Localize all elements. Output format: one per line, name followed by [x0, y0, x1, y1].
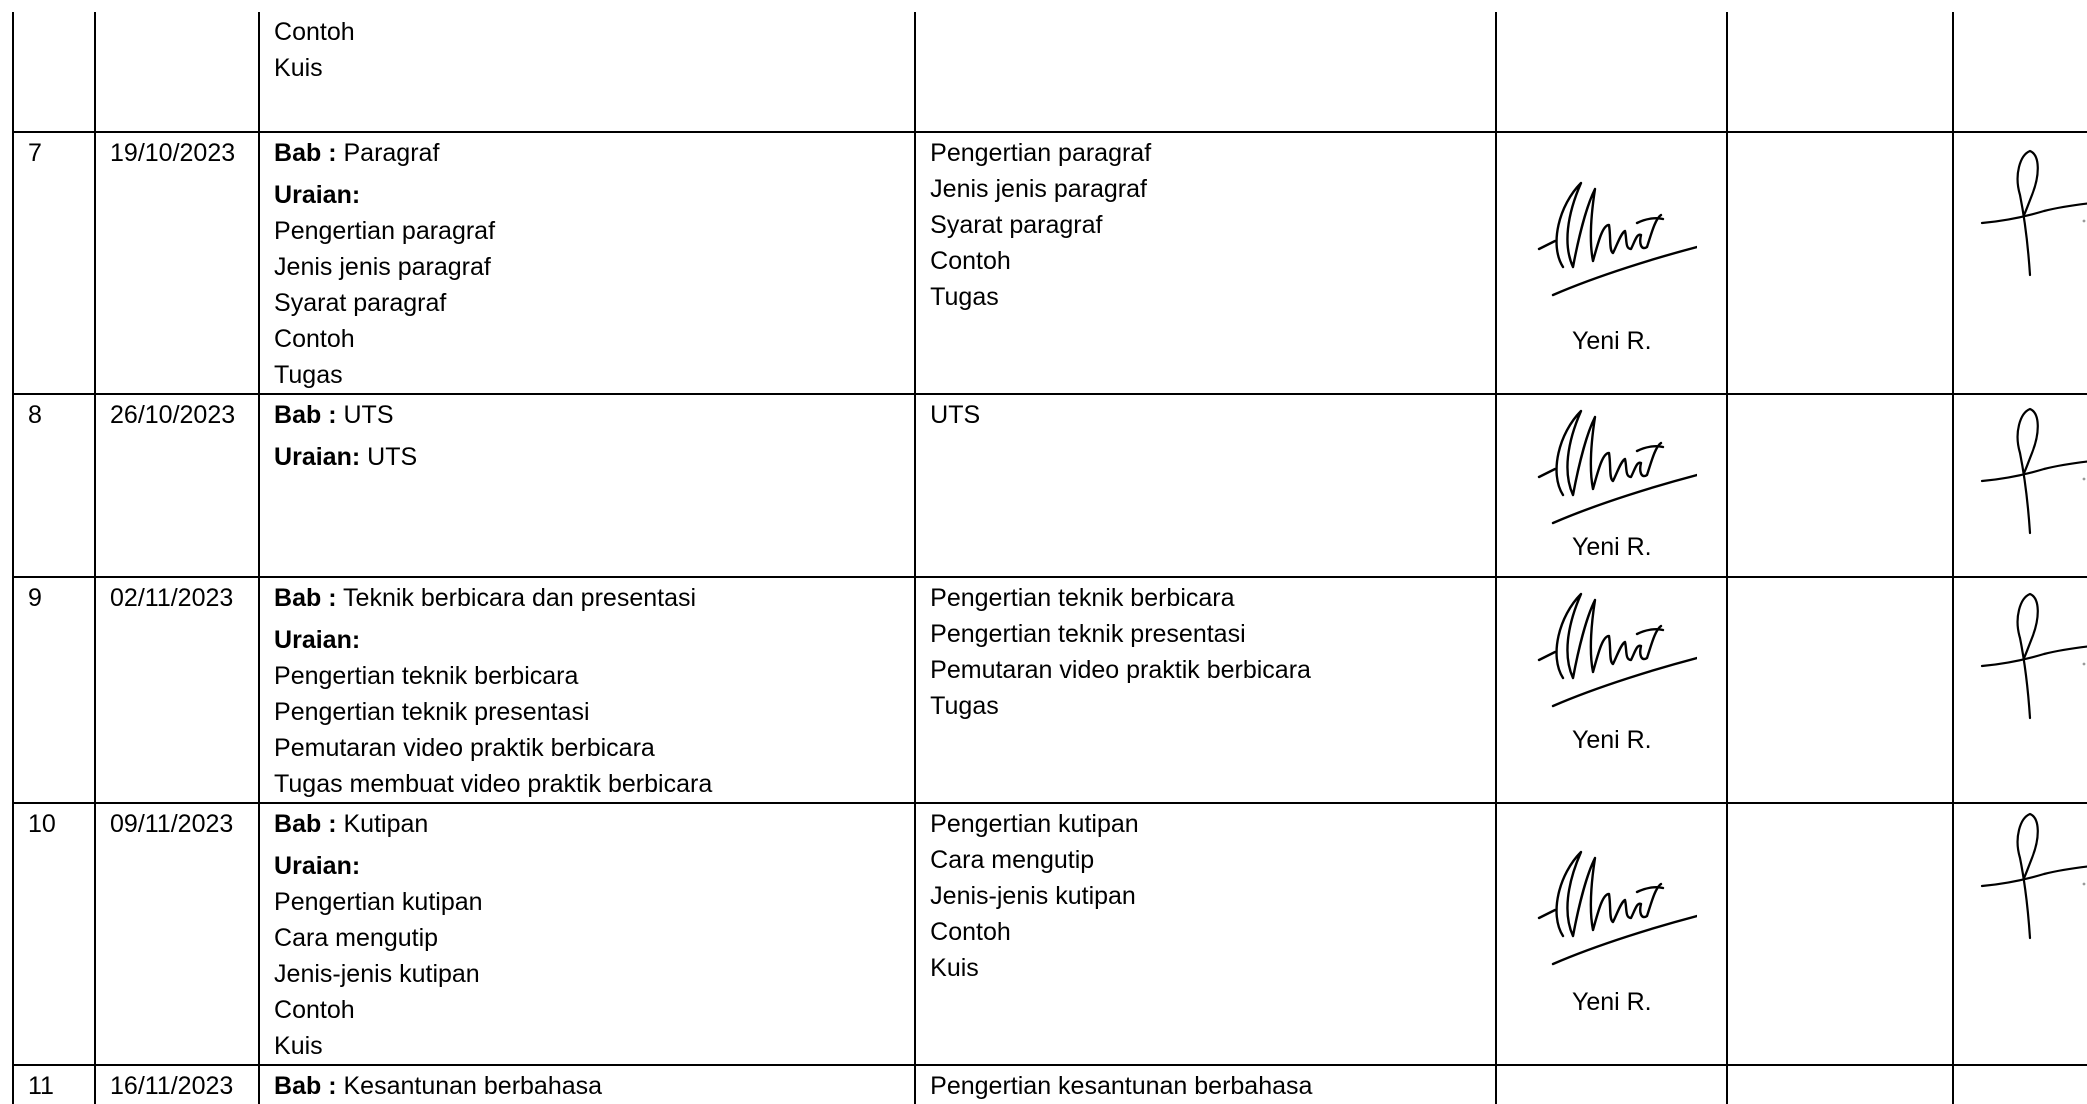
uraian-line: Kuis	[274, 1032, 323, 1060]
empty-cell	[1727, 394, 1953, 577]
uraian-label: Uraian:	[274, 626, 361, 654]
material-line: Tugas	[930, 283, 999, 311]
representative-signature-cell	[1953, 803, 2087, 1065]
material-cell	[915, 394, 1496, 577]
representative-signature-icon	[1974, 588, 2087, 728]
table-row	[13, 394, 2087, 577]
bab-value: UTS	[343, 401, 394, 429]
uraian-line: Pengertian paragraf	[274, 217, 496, 245]
representative-signature-cell	[1953, 12, 2087, 132]
lecturer-name: Yeni R.	[1571, 988, 1652, 1016]
topic-cell	[259, 132, 915, 394]
uraian-line: Contoh	[274, 996, 355, 1024]
empty-cell	[1727, 577, 1953, 803]
topic-cell	[259, 577, 915, 803]
representative-signature-cell	[1953, 394, 2087, 577]
bab-label: Bab :	[274, 139, 337, 167]
material-line: Jenis-jenis kutipan	[930, 882, 1136, 910]
no-cell: 10	[13, 803, 95, 1065]
date-cell: 19/10/2023	[95, 132, 259, 394]
material-cell	[915, 577, 1496, 803]
no-cell	[13, 12, 95, 132]
date-cell: 16/11/2023	[95, 1065, 259, 1104]
material-line: Syarat paragraf	[930, 211, 1103, 239]
material-line: Pengertian paragraf	[930, 139, 1152, 167]
representative-signature-icon	[1974, 808, 2087, 948]
material-cell	[915, 12, 1496, 132]
lecturer-name: Yeni R.	[1571, 726, 1652, 754]
bab-value: Teknik berbicara dan presentasi	[343, 584, 697, 612]
date-cell: 09/11/2023	[95, 803, 259, 1065]
lecturer-signature-cell	[1496, 394, 1727, 577]
lecturer-signature-cell	[1496, 803, 1727, 1065]
uraian-value: UTS	[367, 443, 418, 471]
material-line: Cara mengutip	[930, 846, 1095, 874]
topic-cell	[259, 1065, 915, 1104]
material-line: Jenis jenis paragraf	[930, 175, 1147, 203]
bab-value: Kutipan	[343, 810, 429, 838]
bab-value: Paragraf	[343, 139, 440, 167]
uraian-line: Pengertian teknik berbicara	[274, 662, 579, 690]
lecturer-signature-cell	[1496, 577, 1727, 803]
material-line: Tugas	[930, 692, 999, 720]
table-row	[13, 577, 2087, 803]
uraian-line: Pengertian kutipan	[274, 888, 483, 916]
lecturer-signature-icon	[1529, 403, 1697, 533]
uraian-label: Uraian:	[274, 181, 361, 209]
uraian-line: Pengertian teknik presentasi	[274, 698, 590, 726]
lecturer-name: Yeni R.	[1571, 533, 1652, 561]
bab-label: Bab :	[274, 401, 337, 429]
material-line: Pengertian teknik berbicara	[930, 584, 1235, 612]
table-row	[13, 1065, 2087, 1104]
uraian-line: Pemutaran video praktik berbicara	[274, 734, 655, 762]
empty-cell	[1727, 803, 1953, 1065]
bab-value: Kesantunan berbahasa	[343, 1072, 603, 1100]
uraian-line: Contoh	[274, 325, 355, 353]
material-line: Contoh	[930, 247, 1011, 275]
bab-label: Bab :	[274, 810, 337, 838]
uraian-line: Syarat paragraf	[274, 289, 447, 317]
uraian-label: Uraian:	[274, 852, 361, 880]
representative-signature-cell	[1953, 577, 2087, 803]
lecturer-signature-icon	[1529, 175, 1697, 305]
empty-cell	[1727, 1065, 1953, 1104]
material-line: Kuis	[930, 954, 979, 982]
table-row	[13, 12, 2087, 132]
lecture-log-table	[12, 12, 2087, 1104]
lecturer-signature-cell	[1496, 132, 1727, 394]
representative-signature-icon	[1974, 145, 2087, 285]
topic-line: Contoh	[274, 18, 355, 46]
date-cell: 02/11/2023	[95, 577, 259, 803]
topic-cell	[259, 12, 915, 132]
material-line: Contoh	[930, 918, 1011, 946]
lecturer-signature-icon	[1529, 844, 1697, 974]
uraian-line: Tugas	[274, 361, 343, 389]
bab-label: Bab :	[274, 584, 337, 612]
uraian-line: Jenis jenis paragraf	[274, 253, 491, 281]
material-line: UTS	[930, 401, 981, 429]
uraian-line: Cara mengutip	[274, 924, 439, 952]
representative-signature-cell	[1953, 1065, 2087, 1104]
topic-cell	[259, 803, 915, 1065]
material-line: Pengertian kesantunan berbahasa	[930, 1072, 1313, 1100]
table-row	[13, 803, 2087, 1065]
lecturer-signature-icon	[1529, 586, 1697, 716]
material-cell	[915, 1065, 1496, 1104]
no-cell: 11	[13, 1065, 95, 1104]
lecturer-signature-cell	[1496, 12, 1727, 132]
lecturer-signature-cell	[1496, 1065, 1727, 1104]
material-cell	[915, 803, 1496, 1065]
empty-cell	[1727, 12, 1953, 132]
topic-cell	[259, 394, 915, 577]
empty-cell	[1727, 132, 1953, 394]
no-cell: 8	[13, 394, 95, 577]
date-cell: 26/10/2023	[95, 394, 259, 577]
date-cell	[95, 12, 259, 132]
uraian-line: Jenis-jenis kutipan	[274, 960, 480, 988]
topic-line: Kuis	[274, 54, 323, 82]
no-cell: 7	[13, 132, 95, 394]
bab-label: Bab :	[274, 1072, 337, 1100]
representative-signature-icon	[1974, 403, 2087, 543]
uraian-label: Uraian:	[274, 443, 361, 471]
no-cell: 9	[13, 577, 95, 803]
material-line: Pemutaran video praktik berbicara	[930, 656, 1311, 684]
lecturer-name: Yeni R.	[1571, 327, 1652, 355]
material-cell	[915, 132, 1496, 394]
representative-signature-cell	[1953, 132, 2087, 394]
material-line: Pengertian teknik presentasi	[930, 620, 1246, 648]
material-line: Pengertian kutipan	[930, 810, 1139, 838]
uraian-line: Tugas membuat video praktik berbicara	[274, 770, 713, 798]
table-row	[13, 132, 2087, 394]
